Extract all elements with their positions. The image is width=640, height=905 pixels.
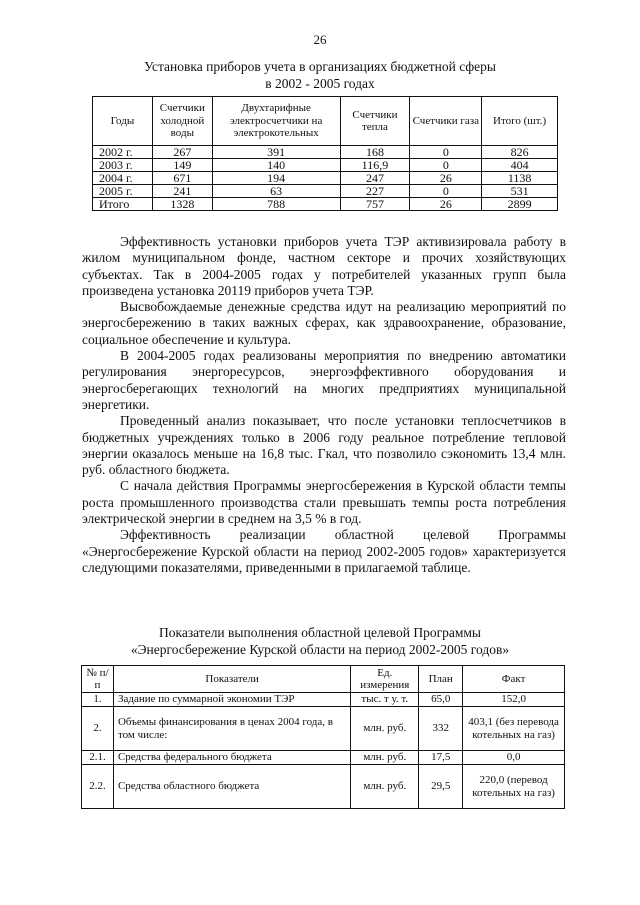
- table-cell: Средства областного бюджета: [113, 765, 350, 809]
- program-indicators-table: [81, 665, 565, 809]
- table-cell: 2004 г.: [93, 172, 153, 185]
- table2-header-plan: План: [419, 666, 463, 693]
- table-row: [82, 693, 565, 707]
- table-cell: 220,0 (перевод котельных на газ): [463, 765, 565, 809]
- table-cell: 168: [340, 146, 410, 159]
- table-cell: млн. руб.: [351, 707, 419, 751]
- table2-title-line1: Показатели выполнения областной целевой Программы: [158, 625, 482, 640]
- paragraph: Высвобождаемые денежные средства идут на реализацию мероприятий по энергосбережению в таких важных сферах, как здравоохранение, образование, социальное обеспечение и культура.: [82, 299, 566, 347]
- table1-title-line1: Установка приборов учета в организациях бюджетной сферы: [144, 59, 496, 74]
- table-cell: 26: [410, 172, 482, 185]
- paragraph: Проведенный анализ показывает, что после установки теплосчетчиков в бюджетных учреждениях только в 2006 году реальное потребление тепловой энергии оказалось меньше на 16,8 тыс. Гкал, что позволило сэкономить 13,4 млн. руб. областного бюджета.: [82, 413, 566, 478]
- table-cell: Итого: [93, 198, 153, 211]
- table-cell: 2899: [482, 198, 558, 211]
- table-cell: 116,9: [340, 159, 410, 172]
- table-row: [93, 172, 558, 185]
- body-text: [82, 234, 566, 576]
- table1-title: [80, 58, 560, 92]
- table-cell: 332: [419, 707, 463, 751]
- table-cell: 247: [340, 172, 410, 185]
- table1-header-years: Годы: [93, 97, 153, 146]
- table2-header-row: [82, 666, 565, 693]
- table-cell: 531: [482, 185, 558, 198]
- table-row: [82, 707, 565, 751]
- table-cell: 404: [482, 159, 558, 172]
- table-cell: 26: [410, 198, 482, 211]
- table-cell: Задание по суммарной экономии ТЭР: [113, 693, 350, 707]
- table-cell: 2.: [82, 707, 114, 751]
- table-row: [93, 159, 558, 172]
- table-cell: 788: [212, 198, 340, 211]
- table-cell: 140: [212, 159, 340, 172]
- table-cell: Объемы финансирования в ценах 2004 года, в том числе:: [113, 707, 350, 751]
- table-cell: 671: [152, 172, 212, 185]
- table-cell: 149: [152, 159, 212, 172]
- table-cell: 2005 г.: [93, 185, 153, 198]
- table-cell: 757: [340, 198, 410, 211]
- paragraph: В 2004-2005 годах реализованы мероприятия по внедрению автоматики регулирования энергоресурсов, энергоэффективного оборудования и энергосберегающих технологий на многих предприятиях муниципальной энергетики.: [82, 348, 566, 412]
- table1-header-gas: Счетчики газа: [410, 97, 482, 146]
- table-cell: 1138: [482, 172, 558, 185]
- table-cell: 0: [410, 159, 482, 172]
- table-cell: 0: [410, 146, 482, 159]
- table-row: [82, 751, 565, 765]
- table2-header-fact: Факт: [463, 666, 565, 693]
- table1-header-total: Итого (шт.): [482, 97, 558, 146]
- table-cell: 241: [152, 185, 212, 198]
- table1-header-electric: Двухтарифные электросчетчики на электрокотельных: [212, 97, 340, 146]
- paragraph: С начала действия Программы энергосбережения в Курской области темпы роста промышленного производства стали превышать темпы роста потребления электрической энергии в среднем на 3,5 % в год.: [82, 478, 566, 527]
- table-row-total: [93, 198, 558, 211]
- table-row: [82, 765, 565, 809]
- table2-header-unit: Ед. измерения: [351, 666, 419, 693]
- table-cell: 1.: [82, 693, 114, 707]
- table-cell: 2002 г.: [93, 146, 153, 159]
- table-cell: 194: [212, 172, 340, 185]
- table-cell: 63: [212, 185, 340, 198]
- page-number: 26: [313, 32, 327, 47]
- table-cell: 65,0: [419, 693, 463, 707]
- table-row: [93, 185, 558, 198]
- paragraph: Эффективность реализации областной целевой Программы «Энергосбережение Курской области на период 2002-2005 годов» характеризуется следующими показателями, приведенными в прилагаемой таблице.: [82, 527, 566, 575]
- table-row: [93, 146, 558, 159]
- table1-header-heat: Счетчики тепла: [340, 97, 410, 146]
- table-cell: 1328: [152, 198, 212, 211]
- table-cell: 2.1.: [82, 751, 114, 765]
- table1-header-row: [93, 97, 558, 146]
- table-cell: 391: [212, 146, 340, 159]
- table2-header-number: № п/п: [82, 666, 114, 693]
- table-cell: 29,5: [419, 765, 463, 809]
- table-cell: Средства федерального бюджета: [113, 751, 350, 765]
- table1-header-water: Счетчики холодной воды: [152, 97, 212, 146]
- table-cell: тыс. т у. т.: [351, 693, 419, 707]
- table2-title-line2: «Энергосбережение Курской области на период 2002-2005 годов»: [130, 642, 510, 657]
- meters-installation-table: [92, 96, 558, 211]
- table-cell: 152,0: [463, 693, 565, 707]
- table-cell: 227: [340, 185, 410, 198]
- table-cell: млн. руб.: [351, 765, 419, 809]
- table-cell: 2.2.: [82, 765, 114, 809]
- table2-header-indicator: Показатели: [113, 666, 350, 693]
- table-cell: 826: [482, 146, 558, 159]
- table2-title: [80, 624, 560, 658]
- table-cell: млн. руб.: [351, 751, 419, 765]
- paragraph: Эффективность установки приборов учета ТЭР активизировала работу в жилом муниципальном фонде, частном секторе и прочих хозяйствующих субъектах. Так в 2004-2005 годах у потребителей указанных групп была произведена установка 20119 приборов учета ТЭР.: [82, 234, 566, 298]
- table-cell: 17,5: [419, 751, 463, 765]
- table1-title-line2: в 2002 - 2005 годах: [265, 76, 375, 91]
- table-cell: 403,1 (без перевода котельных на газ): [463, 707, 565, 751]
- table-cell: 0,0: [463, 751, 565, 765]
- table-cell: 0: [410, 185, 482, 198]
- table-cell: 267: [152, 146, 212, 159]
- table-cell: 2003 г.: [93, 159, 153, 172]
